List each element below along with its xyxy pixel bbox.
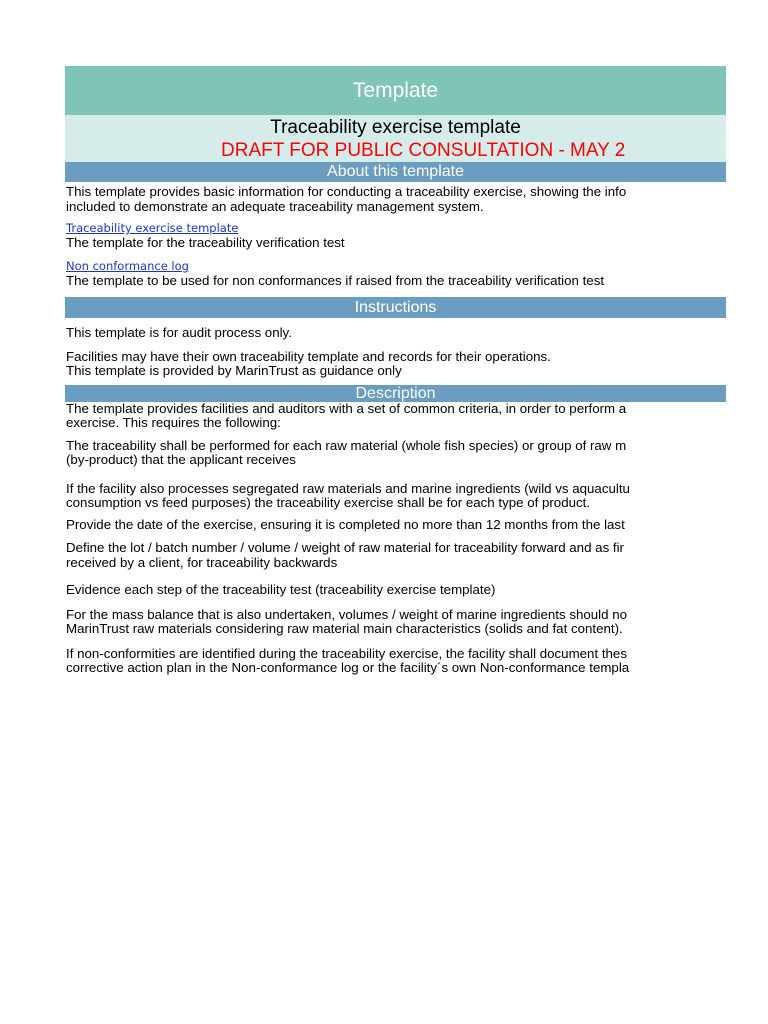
description-line: Provide the date of the exercise, ensuring it is completed no more than 12 months from the last: [66, 517, 625, 532]
about-heading: About this template: [65, 162, 726, 182]
description-heading: Description: [65, 385, 726, 402]
document-subtitle: Traceability exercise template: [270, 117, 521, 138]
subtitle-block: [65, 115, 726, 162]
description-line: Evidence each step of the traceability test (traceability exercise template): [66, 583, 496, 597]
description-line: For the mass balance that is also undertaken, volumes / weight of marine ingredients should no: [66, 607, 627, 622]
description-line: MarinTrust raw materials considering raw material main characteristics (solids and fat content).: [66, 622, 623, 636]
traceability-exercise-template-link[interactable]: Traceability exercise template: [66, 221, 239, 235]
instruction-line: This template is for audit process only.: [66, 326, 292, 340]
description-line: received by a client, for traceability backwards: [66, 555, 338, 570]
instructions-heading: Instructions: [65, 297, 726, 318]
description-line: consumption vs feed purposes) the traceability exercise shall be for each type of product.: [66, 496, 591, 510]
draft-notice: DRAFT FOR PUBLIC CONSULTATION - MAY 2: [221, 140, 626, 161]
description-line: If the facility also processes segregated raw materials and marine ingredients (wild vs aquacultu: [66, 481, 630, 496]
description-line: exercise. This requires the following:: [66, 416, 281, 430]
description-line: If non-conformities are identified during the traceability exercise, the facility shall document thes: [66, 646, 627, 661]
instruction-line: This template is provided by MarinTrust as guidance only: [66, 364, 402, 378]
instruction-line: Facilities may have their own traceability template and records for their operations.: [66, 349, 551, 364]
description-line: Define the lot / batch number / volume / weight of raw material for traceability forward and as fir: [66, 541, 624, 555]
about-intro-line: included to demonstrate an adequate traceability management system.: [66, 199, 484, 214]
link-description: The template to be used for non conformances if raised from the traceability verification test: [66, 273, 605, 288]
description-line: The traceability shall be performed for each raw material (whole fish species) or group of raw m: [66, 438, 627, 453]
non-conformance-log-link[interactable]: Non conformance log: [66, 258, 189, 273]
template-sheet: [65, 66, 726, 676]
page-title: Template: [65, 66, 726, 115]
about-intro-line: This template provides basic information for conducting a traceability exercise, showing the info: [66, 185, 627, 199]
description-line: (by-product) that the applicant receives: [66, 453, 296, 467]
description-line: The template provides facilities and auditors with a set of common criteria, in order to perform a: [66, 401, 627, 416]
link-description: The template for the traceability verification test: [66, 236, 345, 250]
description-line: corrective action plan in the Non-conformance log or the facility´s own Non-conformance templa: [66, 661, 630, 675]
